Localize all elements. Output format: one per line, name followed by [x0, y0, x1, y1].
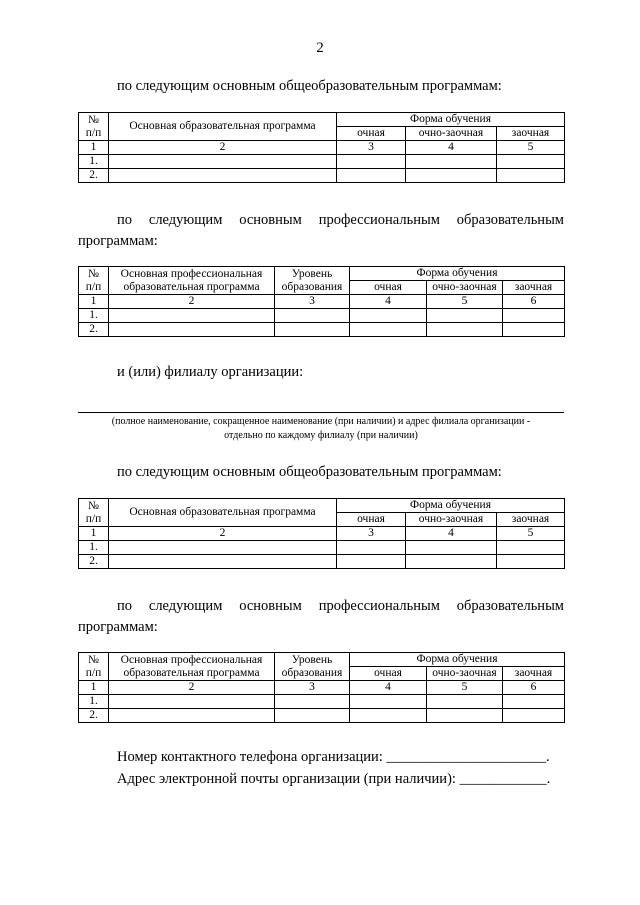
form-of-study-header: Форма обучения: [350, 267, 565, 281]
col-program-header: Основная профессиональная образовательная программа: [109, 267, 275, 295]
email-label: Адрес электронной почты организации (при наличии):: [117, 771, 456, 787]
table-row: 1 2 3 4 5: [79, 141, 565, 155]
col-distance: заочная: [497, 513, 565, 527]
col-fulltime: очная: [337, 127, 406, 141]
col-program-header: Основная профессиональная образовательная программа: [109, 653, 275, 681]
branch-name-line: [78, 412, 564, 413]
table-row: 1 2 3 4 5: [79, 527, 565, 541]
table-row: 2.: [79, 555, 565, 569]
paragraph-general-programs: по следующим основным общеобразовательным программам:: [117, 78, 502, 94]
col-program-header: Основная образовательная программа: [109, 113, 337, 141]
table-row: 1 2 3 4 5 6: [79, 295, 565, 309]
table-row: 1.: [79, 155, 565, 169]
table-row: 2.: [79, 323, 565, 337]
professional-programs-table: [78, 266, 565, 337]
table-row: 1.: [79, 541, 565, 555]
paragraph-professional-programs: по следующим основным профессиональным образовательным программам:: [78, 212, 564, 249]
col-number-header: № п/п: [79, 653, 109, 681]
general-programs-table-branch: [78, 498, 565, 569]
col-fulltime: очная: [337, 513, 406, 527]
paragraph-general-programs-branch: по следующим основным общеобразовательным программам:: [117, 464, 502, 480]
col-parttime: очно-заочная: [427, 667, 503, 681]
professional-programs-table-branch: [78, 652, 565, 723]
form-of-study-header: Форма обучения: [350, 653, 565, 667]
general-programs-table: [78, 112, 565, 183]
table-row: 1.: [79, 695, 565, 709]
phone-label: Номер контактного телефона организации:: [117, 749, 383, 765]
form-of-study-header: Форма обучения: [337, 499, 565, 513]
email-line: [117, 769, 567, 789]
table-row: 2.: [79, 169, 565, 183]
branch-caption: (полное наименование, сокращенное наименование (при наличии) и адрес филиала организации - отдельно по каждому филиалу (при наличии): [111, 416, 531, 441]
page-number: 2: [316, 40, 324, 56]
col-distance: заочная: [497, 127, 565, 141]
table-row: 2.: [79, 709, 565, 723]
paragraph-branch: и (или) филиалу организации:: [117, 364, 304, 380]
col-number-header: № п/п: [79, 113, 109, 141]
paragraph-professional-programs-branch: по следующим основным профессиональным образовательным программам:: [78, 598, 564, 635]
col-parttime: очно-заочная: [427, 281, 503, 295]
col-parttime: очно-заочная: [406, 513, 497, 527]
col-fulltime: очная: [350, 667, 427, 681]
phone-line: [117, 747, 567, 767]
col-level-header: Уровень образования: [275, 267, 350, 295]
col-number-header: № п/п: [79, 499, 109, 527]
col-number-header: № п/п: [79, 267, 109, 295]
col-parttime: очно-заочная: [406, 127, 497, 141]
col-distance: заочная: [503, 281, 565, 295]
col-distance: заочная: [503, 667, 565, 681]
form-of-study-header: Форма обучения: [337, 113, 565, 127]
email-blank: ____________.: [459, 771, 551, 787]
col-program-header: Основная образовательная программа: [109, 499, 337, 527]
phone-blank: ______________________.: [386, 749, 550, 765]
col-fulltime: очная: [350, 281, 427, 295]
col-level-header: Уровень образования: [275, 653, 350, 681]
table-row: 1.: [79, 309, 565, 323]
table-row: 1 2 3 4 5 6: [79, 681, 565, 695]
